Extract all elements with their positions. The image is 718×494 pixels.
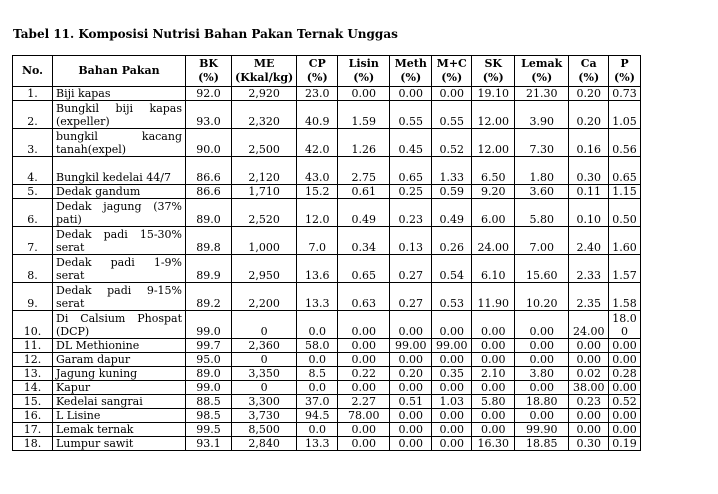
p-value: 0.52 (609, 395, 641, 409)
bk-value: 90.0 (186, 129, 232, 157)
sk-value: 0.00 (472, 381, 515, 395)
row-name: Kapur (53, 381, 186, 395)
header-cell: CP (%) (297, 56, 338, 87)
lisin-value: 0.49 (338, 199, 390, 227)
cp-value: 37.0 (297, 395, 338, 409)
p-value: 18.0 0 (609, 311, 641, 339)
table-row (13, 129, 641, 157)
cp-value: 58.0 (297, 339, 338, 353)
cp-value: 15.2 (297, 185, 338, 199)
mc-value: 1.03 (432, 395, 472, 409)
header-cell: Bahan Pakan (53, 56, 186, 87)
p-value: 0.19 (609, 437, 641, 451)
sk-value: 0.00 (472, 311, 515, 339)
row-name: Biji kapas (53, 87, 186, 101)
me-value: 2,520 (232, 199, 297, 227)
p-value: 0.56 (609, 129, 641, 157)
cp-value: 0.0 (297, 381, 338, 395)
nutrition-table (12, 55, 641, 451)
row-name: Garam dapur (53, 353, 186, 367)
meth-value: 0.27 (390, 255, 432, 283)
lisin-value: 0.00 (338, 87, 390, 101)
row-number: 4. (13, 157, 53, 185)
me-value: 3,350 (232, 367, 297, 381)
row-name: Kedelai sangrai (53, 395, 186, 409)
sk-value: 0.00 (472, 339, 515, 353)
row-number: 5. (13, 185, 53, 199)
bk-value: 95.0 (186, 353, 232, 367)
header-cell: No. (13, 56, 53, 87)
meth-value: 0.00 (390, 87, 432, 101)
lemak-value: 1.80 (515, 157, 569, 185)
row-number: 14. (13, 381, 53, 395)
ca-value: 0.00 (569, 423, 609, 437)
bk-value: 89.2 (186, 283, 232, 311)
mc-value: 0.00 (432, 311, 472, 339)
header-cell: BK (%) (186, 56, 232, 87)
p-value: 1.58 (609, 283, 641, 311)
meth-value: 0.00 (390, 311, 432, 339)
lisin-value: 0.00 (338, 311, 390, 339)
bk-value: 98.5 (186, 409, 232, 423)
row-name: Dedak padi 15-30% serat (53, 227, 186, 255)
bk-value: 88.5 (186, 395, 232, 409)
table-row (13, 423, 641, 437)
table-row (13, 437, 641, 451)
table-row (13, 255, 641, 283)
lemak-value: 18.80 (515, 395, 569, 409)
cp-value: 23.0 (297, 87, 338, 101)
table-header-row (13, 56, 641, 87)
table-row (13, 87, 641, 101)
row-number: 3. (13, 129, 53, 157)
me-value: 0 (232, 311, 297, 339)
cp-value: 13.3 (297, 437, 338, 451)
cp-value: 13.6 (297, 255, 338, 283)
row-number: 13. (13, 367, 53, 381)
table-row (13, 227, 641, 255)
lisin-value: 1.26 (338, 129, 390, 157)
lisin-value: 0.00 (338, 381, 390, 395)
sk-value: 0.00 (472, 353, 515, 367)
row-number: 10. (13, 311, 53, 339)
cp-value: 42.0 (297, 129, 338, 157)
me-value: 1,710 (232, 185, 297, 199)
lisin-value: 0.65 (338, 255, 390, 283)
lemak-value: 3.90 (515, 101, 569, 129)
p-value: 0.00 (609, 381, 641, 395)
ca-value: 0.00 (569, 353, 609, 367)
p-value: 1.15 (609, 185, 641, 199)
cp-value: 8.5 (297, 367, 338, 381)
p-value: 0.28 (609, 367, 641, 381)
table-row (13, 395, 641, 409)
me-value: 8,500 (232, 423, 297, 437)
lisin-value: 0.63 (338, 283, 390, 311)
mc-value: 0.35 (432, 367, 472, 381)
ca-value: 0.30 (569, 437, 609, 451)
p-value: 0.00 (609, 423, 641, 437)
ca-value: 0.02 (569, 367, 609, 381)
row-number: 18. (13, 437, 53, 451)
lemak-value: 3.80 (515, 367, 569, 381)
lisin-value: 0.61 (338, 185, 390, 199)
mc-value: 0.00 (432, 87, 472, 101)
bk-value: 89.0 (186, 199, 232, 227)
row-name: Bungkil kedelai 44/7 (53, 157, 186, 185)
ca-value: 24.00 (569, 311, 609, 339)
table-row (13, 199, 641, 227)
meth-value: 0.55 (390, 101, 432, 129)
meth-value: 0.00 (390, 353, 432, 367)
meth-value: 0.00 (390, 437, 432, 451)
meth-value: 0.65 (390, 157, 432, 185)
row-name: Lemak ternak (53, 423, 186, 437)
meth-value: 0.23 (390, 199, 432, 227)
header-cell: SK (%) (472, 56, 515, 87)
bk-value: 99.0 (186, 311, 232, 339)
row-name: DL Methionine (53, 339, 186, 353)
me-value: 1,000 (232, 227, 297, 255)
meth-value: 0.13 (390, 227, 432, 255)
bk-value: 86.6 (186, 157, 232, 185)
sk-value: 12.00 (472, 129, 515, 157)
p-value: 0.50 (609, 199, 641, 227)
lemak-value: 21.30 (515, 87, 569, 101)
lisin-value: 1.59 (338, 101, 390, 129)
header-cell: ME (Kkal/kg) (232, 56, 297, 87)
lemak-value: 5.80 (515, 199, 569, 227)
lemak-value: 0.00 (515, 381, 569, 395)
ca-value: 0.10 (569, 199, 609, 227)
row-name: bungkil kacang tanah(expel) (53, 129, 186, 157)
mc-value: 0.59 (432, 185, 472, 199)
mc-value: 0.00 (432, 437, 472, 451)
mc-value: 0.26 (432, 227, 472, 255)
row-number: 16. (13, 409, 53, 423)
table-row (13, 185, 641, 199)
sk-value: 5.80 (472, 395, 515, 409)
lisin-value: 0.00 (338, 437, 390, 451)
me-value: 2,840 (232, 437, 297, 451)
lisin-value: 2.27 (338, 395, 390, 409)
p-value: 0.00 (609, 353, 641, 367)
row-name: Dedak gandum (53, 185, 186, 199)
sk-value: 6.50 (472, 157, 515, 185)
meth-value: 0.00 (390, 381, 432, 395)
meth-value: 0.51 (390, 395, 432, 409)
table-title: Tabel 11. Komposisi Nutrisi Bahan Pakan Ternak Unggas (13, 27, 398, 41)
sk-value: 11.90 (472, 283, 515, 311)
bk-value: 89.8 (186, 227, 232, 255)
sk-value: 12.00 (472, 101, 515, 129)
sk-value: 2.10 (472, 367, 515, 381)
sk-value: 6.10 (472, 255, 515, 283)
p-value: 0.00 (609, 339, 641, 353)
cp-value: 40.9 (297, 101, 338, 129)
lisin-value: 78.00 (338, 409, 390, 423)
table-row (13, 381, 641, 395)
ca-value: 2.33 (569, 255, 609, 283)
row-number: 9. (13, 283, 53, 311)
me-value: 2,500 (232, 129, 297, 157)
ca-value: 0.20 (569, 87, 609, 101)
meth-value: 0.20 (390, 367, 432, 381)
header-cell: Lemak (%) (515, 56, 569, 87)
mc-value: 99.00 (432, 339, 472, 353)
p-value: 1.05 (609, 101, 641, 129)
me-value: 3,300 (232, 395, 297, 409)
sk-value: 16.30 (472, 437, 515, 451)
bk-value: 93.1 (186, 437, 232, 451)
meth-value: 0.45 (390, 129, 432, 157)
sk-value: 19.10 (472, 87, 515, 101)
lisin-value: 0.34 (338, 227, 390, 255)
sk-value: 24.00 (472, 227, 515, 255)
ca-value: 0.00 (569, 339, 609, 353)
header-cell: M+C (%) (432, 56, 472, 87)
table-row (13, 101, 641, 129)
bk-value: 89.9 (186, 255, 232, 283)
cp-value: 94.5 (297, 409, 338, 423)
cp-value: 0.0 (297, 311, 338, 339)
me-value: 2,200 (232, 283, 297, 311)
bk-value: 99.7 (186, 339, 232, 353)
row-number: 12. (13, 353, 53, 367)
lisin-value: 0.00 (338, 339, 390, 353)
sk-value: 9.20 (472, 185, 515, 199)
row-name: Di Calsium Phospat (DCP) (53, 311, 186, 339)
row-name: Bungkil biji kapas (expeller) (53, 101, 186, 129)
cp-value: 43.0 (297, 157, 338, 185)
bk-value: 99.0 (186, 381, 232, 395)
meth-value: 0.00 (390, 409, 432, 423)
row-name: Dedak padi 9-15% serat (53, 283, 186, 311)
table-row (13, 283, 641, 311)
row-number: 15. (13, 395, 53, 409)
me-value: 2,320 (232, 101, 297, 129)
me-value: 0 (232, 381, 297, 395)
header-cell: Ca (%) (569, 56, 609, 87)
row-name: Dedak jagung (37% pati) (53, 199, 186, 227)
me-value: 0 (232, 353, 297, 367)
row-number: 2. (13, 101, 53, 129)
meth-value: 99.00 (390, 339, 432, 353)
mc-value: 0.52 (432, 129, 472, 157)
lemak-value: 0.00 (515, 353, 569, 367)
table-row (13, 353, 641, 367)
p-value: 0.65 (609, 157, 641, 185)
lisin-value: 0.00 (338, 353, 390, 367)
bk-value: 99.5 (186, 423, 232, 437)
ca-value: 2.40 (569, 227, 609, 255)
row-name: Dedak padi 1-9% serat (53, 255, 186, 283)
mc-value: 0.54 (432, 255, 472, 283)
mc-value: 0.53 (432, 283, 472, 311)
lemak-value: 0.00 (515, 409, 569, 423)
cp-value: 0.0 (297, 353, 338, 367)
header-cell: P (%) (609, 56, 641, 87)
meth-value: 0.00 (390, 423, 432, 437)
lisin-value: 2.75 (338, 157, 390, 185)
mc-value: 0.00 (432, 409, 472, 423)
lemak-value: 0.00 (515, 339, 569, 353)
me-value: 2,950 (232, 255, 297, 283)
ca-value: 38.00 (569, 381, 609, 395)
ca-value: 0.30 (569, 157, 609, 185)
ca-value: 0.23 (569, 395, 609, 409)
lemak-value: 99.90 (515, 423, 569, 437)
table-row (13, 311, 641, 339)
lemak-value: 15.60 (515, 255, 569, 283)
bk-value: 92.0 (186, 87, 232, 101)
me-value: 2,360 (232, 339, 297, 353)
mc-value: 0.55 (432, 101, 472, 129)
ca-value: 0.00 (569, 409, 609, 423)
lemak-value: 7.00 (515, 227, 569, 255)
cp-value: 12.0 (297, 199, 338, 227)
table-row (13, 367, 641, 381)
ca-value: 2.35 (569, 283, 609, 311)
bk-value: 93.0 (186, 101, 232, 129)
me-value: 2,920 (232, 87, 297, 101)
sk-value: 6.00 (472, 199, 515, 227)
lisin-value: 0.22 (338, 367, 390, 381)
p-value: 1.57 (609, 255, 641, 283)
p-value: 0.73 (609, 87, 641, 101)
p-value: 1.60 (609, 227, 641, 255)
bk-value: 86.6 (186, 185, 232, 199)
cp-value: 13.3 (297, 283, 338, 311)
sk-value: 0.00 (472, 409, 515, 423)
lemak-value: 7.30 (515, 129, 569, 157)
lemak-value: 3.60 (515, 185, 569, 199)
me-value: 2,120 (232, 157, 297, 185)
row-number: 8. (13, 255, 53, 283)
row-name: Jagung kuning (53, 367, 186, 381)
row-name: Lumpur sawit (53, 437, 186, 451)
row-number: 17. (13, 423, 53, 437)
row-number: 6. (13, 199, 53, 227)
cp-value: 0.0 (297, 423, 338, 437)
lemak-value: 18.85 (515, 437, 569, 451)
mc-value: 1.33 (432, 157, 472, 185)
lisin-value: 0.00 (338, 423, 390, 437)
mc-value: 0.49 (432, 199, 472, 227)
ca-value: 0.16 (569, 129, 609, 157)
row-number: 1. (13, 87, 53, 101)
table-row (13, 157, 641, 185)
row-number: 7. (13, 227, 53, 255)
me-value: 3,730 (232, 409, 297, 423)
ca-value: 0.11 (569, 185, 609, 199)
table-row (13, 409, 641, 423)
cp-value: 7.0 (297, 227, 338, 255)
meth-value: 0.27 (390, 283, 432, 311)
lemak-value: 0.00 (515, 311, 569, 339)
p-value: 0.00 (609, 409, 641, 423)
header-cell: Lisin (%) (338, 56, 390, 87)
lemak-value: 10.20 (515, 283, 569, 311)
sk-value: 0.00 (472, 423, 515, 437)
header-cell: Meth (%) (390, 56, 432, 87)
mc-value: 0.00 (432, 381, 472, 395)
mc-value: 0.00 (432, 353, 472, 367)
table-row (13, 339, 641, 353)
meth-value: 0.25 (390, 185, 432, 199)
row-name: L Lisine (53, 409, 186, 423)
ca-value: 0.20 (569, 101, 609, 129)
mc-value: 0.00 (432, 423, 472, 437)
row-number: 11. (13, 339, 53, 353)
bk-value: 89.0 (186, 367, 232, 381)
